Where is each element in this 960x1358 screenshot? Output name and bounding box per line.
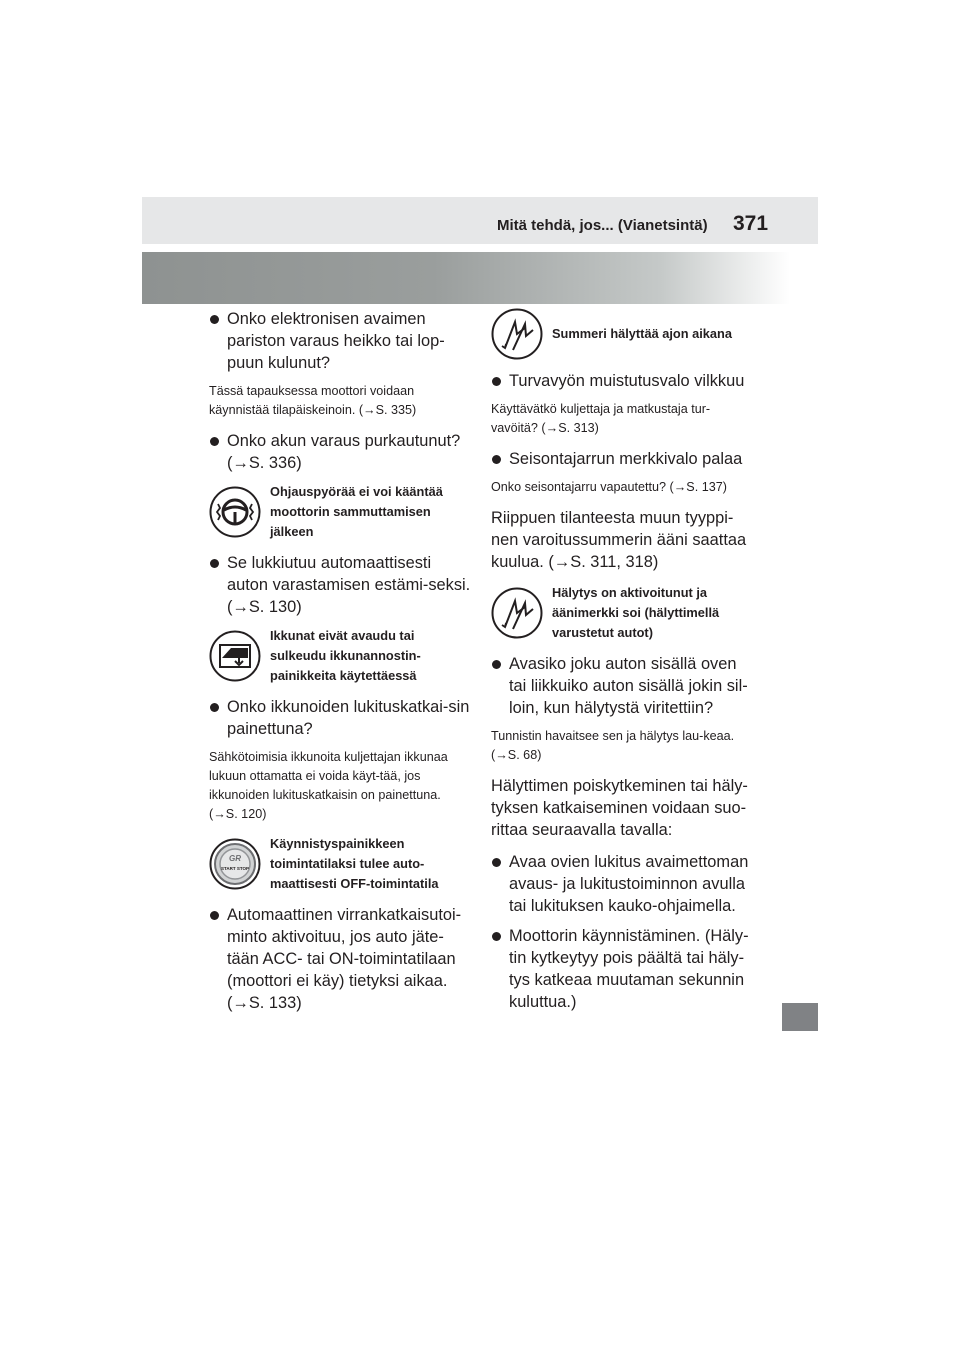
warning-alarm-text: Hälytys on aktivoitunut ja äänimerkki soi (hälyttimellä varustetut autot)	[552, 585, 720, 640]
question-battery-key: Onko elektronisen avaimen pariston varaus heikko tai lop-puun kulunut?	[209, 308, 471, 374]
paragraph-alarm-stop: Hälyttimen poiskytkeminen tai häly-tyksen katkaiseminen voidaan suo-rittaa seuraavalla tavalla:	[491, 777, 748, 839]
start-stop-button-icon	[209, 838, 261, 890]
right-column	[491, 308, 753, 1021]
question-battery-discharged: Onko akun varaus purkautunut? (→S. 336)	[209, 430, 471, 474]
svg-text:GR: GR	[229, 854, 241, 863]
note-window-lock: Sähkötoimisia ikkunoita kuljettajan ikkunaa lukuun ottamatta ei voida käyt-tää, jos ikkunoiden lukituskatkaisin on painettuna. (→S. 120)	[209, 750, 448, 821]
chapter-band	[142, 252, 790, 304]
buzzer-icon	[491, 308, 543, 360]
warning-alarm	[491, 583, 753, 643]
window-switch-icon	[209, 630, 261, 682]
note-emergency-start: Tässä tapauksessa moottori voidaan käynnistää tilapäiskeinoin. (→S. 335)	[209, 384, 417, 417]
warning-steering-lock	[209, 482, 471, 542]
note-parking-brake: Onko seisontajarru vapautettu? (→S. 137)	[491, 480, 727, 494]
page-number: 371	[733, 212, 769, 235]
start-stop-label: START STOP	[220, 866, 250, 871]
question-seatbelt: Turvavyön muistutusvalo vilkkuu	[491, 370, 753, 392]
note-seatbelt: Käyttävätkö kuljettaja ja matkustaja tur-vavöitä? (→S. 313)	[491, 402, 711, 435]
section-title: Mitä tehdä, jos... (Vianetsintä)	[497, 217, 708, 234]
step-unlock-doors: Avaa ovien lukitus avaimettoman avaus- ja lukitustoiminnon avulla tai lukituksen kauko-ohjaimella.	[491, 851, 753, 917]
warning-steering-text: Ohjauspyörää ei voi kääntää moottorin sammuttamisen jälkeen	[270, 484, 443, 539]
left-column	[209, 308, 471, 1022]
question-parking-brake: Seisontajarrun merkkivalo palaa	[491, 448, 753, 470]
chapter-tab	[782, 1003, 818, 1031]
warning-windows-text: Ikkunat eivät avaudu tai sulkeudu ikkunannostin-painikkeita käytettäessä	[270, 628, 421, 683]
step-start-engine: Moottorin käynnistäminen. (Häly-tin kytkeytyy pois päältä tai häly-tys katkeaa muutaman sekunnin kuluttua.)	[491, 925, 753, 1013]
header-bar	[142, 197, 818, 244]
question-window-lock: Onko ikkunoiden lukituskatkai-sin painettuna?	[209, 696, 471, 740]
question-alarm-trigger: Avasiko joku auton sisällä oven tai liikkuiko auton sisällä jokin sil-loin, kun hälytystä viritettiin?	[491, 653, 753, 719]
answer-steering-lock: Se lukkiutuu automaattisesti auton varastamisen estämi-seksi. (→S. 130)	[209, 552, 471, 618]
buzzer-icon	[491, 587, 543, 639]
warning-buzzer-text: Summeri hälyttää ajon aikana	[552, 326, 732, 341]
paragraph-other-buzzer: Riippuen tilanteesta muun tyyppi-nen varoitussummerin ääni saattaa kuulua. (→S. 311, 318)	[491, 509, 747, 571]
steering-lock-icon	[209, 486, 261, 538]
answer-auto-power-off: Automaattinen virrankatkaisutoi-minto aktivoituu, jos auto jäte-tään ACC- tai ON-toimintatilaan (moottori ei käy) tietyksi aikaa. (→S. 133)	[209, 904, 471, 1014]
warning-start-button	[209, 834, 471, 894]
warning-start-text: Käynnistyspainikkeen toimintatilaksi tulee auto-maattisesti OFF-toimintatila	[270, 836, 439, 891]
warning-windows	[209, 626, 471, 686]
warning-buzzer-driving	[491, 308, 753, 360]
note-alarm-sensor: Tunnistin havaitsee sen ja hälytys lau-keaa. (→S. 68)	[491, 729, 735, 762]
